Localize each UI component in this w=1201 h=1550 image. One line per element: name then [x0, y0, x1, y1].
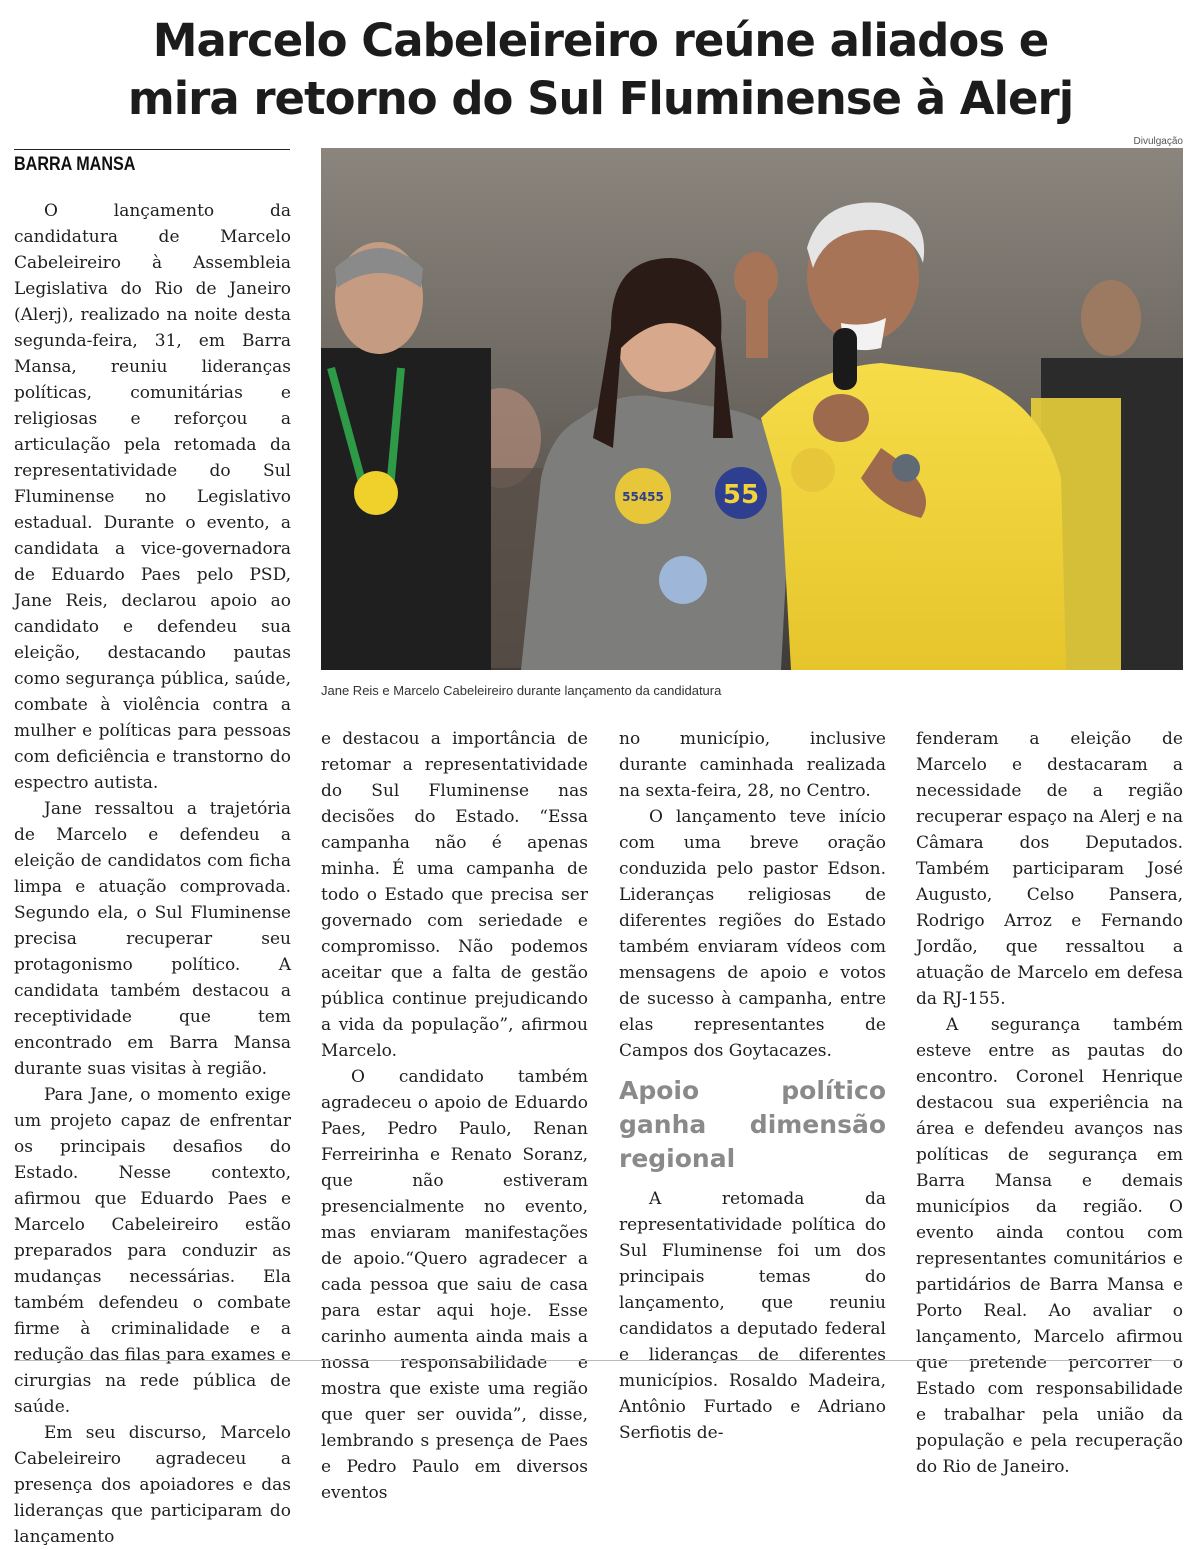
paragraph: A segurança também esteve entre as pautas do encontro. Coronel Henrique destacou sua experiência na área e defendeu avanços nas políticas de segurança em Barra Mansa e demais municípios da região. O evento ainda contou com representantes comunitários e partidários de Barra Mansa e Porto Real. Ao avaliar o lançamento, Marcelo afirmou que pretende percorrer o Estado com responsabilidade e trabalhar pela união da população e pela recuperação do Rio de Janeiro.	[916, 1015, 1183, 1477]
party-number-badge: 55	[722, 480, 760, 510]
photo-credit: Divulgação	[1133, 136, 1183, 147]
paragraph: A retomada da representatividade política do Sul Fluminense foi um dos principais temas do lançamento, que reuniu candidatos a deputado federal e lideranças de diferentes municípios. Rosaldo Madeira, Antônio Furtado e Adriano Serfiotis de-	[619, 1189, 886, 1443]
paragraph: fenderam a eleição de Marcelo e destacaram a necessidade de a região recuperar espaço na Alerj e na Câmara dos Deputados. Também participaram José Augusto, Celso Pansera, Rodrigo Arroz e Fernando Jordão, que ressaltou a atuação de Marcelo em defesa da RJ-155.	[916, 729, 1183, 1009]
section-label: BARRA MANSA	[14, 154, 136, 175]
article-column-1	[14, 198, 291, 1550]
candidate-sticker-number: 55455	[622, 490, 664, 504]
paragraph: no município, inclusive durante caminhada realizada na sexta-feira, 28, no Centro.	[619, 729, 886, 801]
event-photo-illustration	[321, 148, 1183, 670]
article-photo	[321, 148, 1183, 670]
page-bottom-rule	[14, 1360, 1183, 1361]
headline	[0, 12, 1201, 128]
section-divider	[14, 149, 290, 150]
paragraph: O lançamento da candidatura de Marcelo Cabeleireiro à Assembleia Legislativa do Rio de Janeiro (Alerj), realizado na noite desta segunda-feira, 31, em Barra Mansa, reuniu lideranças políticas, comunitárias e religiosas e reforçou a articulação pela retomada da representatividade do Sul Fluminense no Legislativo estadual. Durante o evento, a candidata a vice-governadora de Eduardo Paes pelo PSD, Jane Reis, declarou apoio ao candidato e defendeu sua eleição, destacando pautas como segurança pública, saúde, combate à violência contra a mulher e políticas para pessoas com deficiência e transtorno do espectro autista.	[14, 201, 291, 793]
paragraph: Em seu discurso, Marcelo Cabeleireiro agradeceu a presença dos apoiadores e das lideranças que participaram do lançamento	[14, 1423, 291, 1547]
paragraph: Para Jane, o momento exige um projeto capaz de enfrentar os principais desafios do Estado. Nesse contexto, afirmou que Eduardo Paes e Marcelo Cabeleireiro estão preparados para conduzir as mudanças necessárias. Ela também defendeu o combate firme à criminalidade e a redução das filas para exames e cirurgias na rede pública de saúde.	[14, 1085, 291, 1417]
paragraph: Jane ressaltou a trajetória de Marcelo e defendeu a eleição de candidatos com ficha limpa e atuação comprovada. Segundo ela, o Sul Fluminense precisa recuperar seu protagonismo político. A candidata também destacou a receptividade que tem encontrado em Barra Mansa durante suas visitas à região.	[14, 799, 291, 1079]
article-column-4	[916, 726, 1183, 1480]
article-column-3	[619, 726, 886, 1446]
headline-line-2: mira retorno do Sul Fluminense à Alerj	[127, 72, 1074, 125]
paragraph: O lançamento teve início com uma breve oração conduzida pelo pastor Edson. Lideranças religiosas de diferentes regiões do Estado também enviaram vídeos com mensagens de apoio e votos de sucesso à campanha, entre elas representantes de Campos dos Goytacazes.	[619, 807, 886, 1061]
photo-caption: Jane Reis e Marcelo Cabeleireiro durante lançamento da candidatura	[321, 683, 722, 698]
paragraph: O candidato também agradeceu o apoio de Eduardo Paes, Pedro Paulo, Renan Ferreirinha e Renato Soranz, que não estiveram presencialmente no evento, mas enviaram manifestações de apoio.“Quero agradecer a cada pessoa que saiu de casa para estar aqui hoje. Esse carinho aumenta ainda mais a nossa responsabilidade e mostra que existe uma região que quer ser ouvida”, disse, lembrando s presença de Paes e Pedro Paulo em diversos eventos	[321, 1067, 588, 1503]
paragraph: e destacou a importância de retomar a representatividade do Sul Fluminense nas decisões do Estado. “Essa campanha não é apenas minha. É uma campanha de todo o Estado que precisa ser governado com seriedade e compromisso. Não podemos aceitar que a falta de gestão pública continue prejudicando a vida da população”, afirmou Marcelo.	[321, 729, 588, 1061]
article-column-2	[321, 726, 588, 1506]
headline-line-1: Marcelo Cabeleireiro reúne aliados e	[152, 14, 1049, 67]
subheading: Apoio político ganha dimensão regional	[619, 1076, 886, 1173]
